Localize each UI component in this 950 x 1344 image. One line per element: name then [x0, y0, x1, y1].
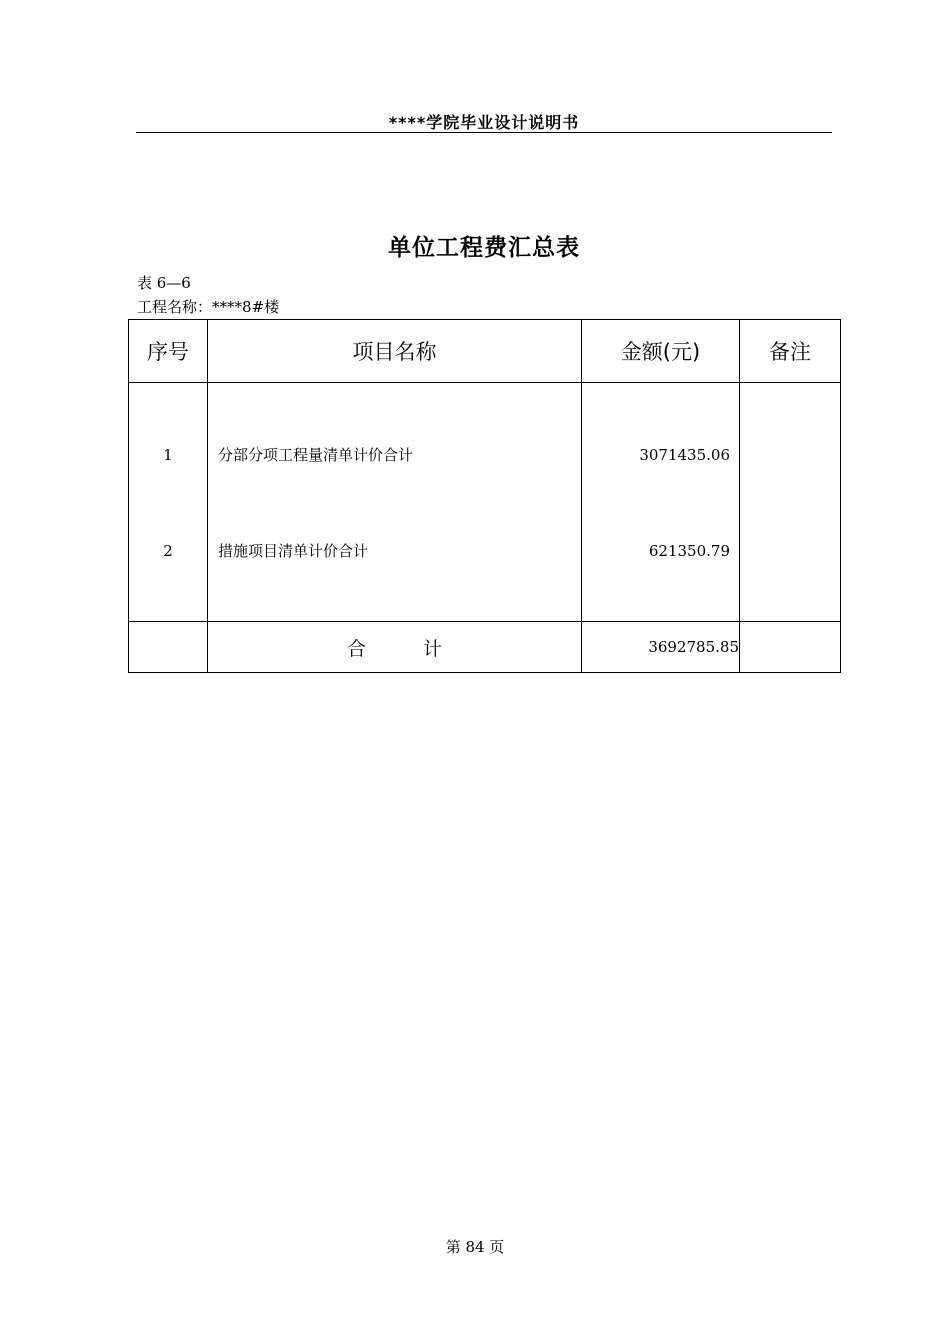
document-header: ****学院毕业设计说明书 [388, 113, 580, 132]
page-number: 第 84 页 [445, 1238, 505, 1256]
col-header-note: 备注 [740, 320, 841, 383]
item-cell [208, 383, 582, 622]
page-title: 单位工程费汇总表 [388, 235, 580, 261]
row-1-amount: 3071435.06 [639, 446, 730, 464]
note-cell [740, 383, 841, 622]
table-total-row [129, 622, 841, 673]
row-1-note [740, 444, 840, 466]
total-seq-cell [129, 622, 208, 673]
col-header-item: 项目名称 [208, 320, 582, 383]
table-body-row [129, 383, 841, 622]
table-header-row [129, 320, 841, 383]
col-header-seq: 序号 [129, 320, 208, 383]
table-number: 表 6—6 [137, 274, 191, 292]
project-name: 工程名称：****8#楼 [137, 298, 280, 316]
amount-cell [582, 383, 740, 622]
seq-cell [129, 383, 208, 622]
row-2-item: 措施项目清单计价合计 [218, 542, 369, 560]
col-header-amount: 金额(元) [582, 320, 740, 383]
row-2-note [740, 540, 840, 562]
total-note [740, 622, 841, 673]
header-rule [136, 132, 832, 133]
row-1-item: 分部分项工程量清单计价合计 [218, 446, 414, 464]
row-1-seq: 1 [163, 446, 173, 464]
total-amount: 3692785.85 [582, 622, 740, 673]
row-2-seq: 2 [163, 542, 173, 560]
row-2-amount: 621350.79 [648, 542, 730, 560]
cost-summary-table [128, 319, 841, 673]
total-label: 合 计 [208, 622, 582, 673]
